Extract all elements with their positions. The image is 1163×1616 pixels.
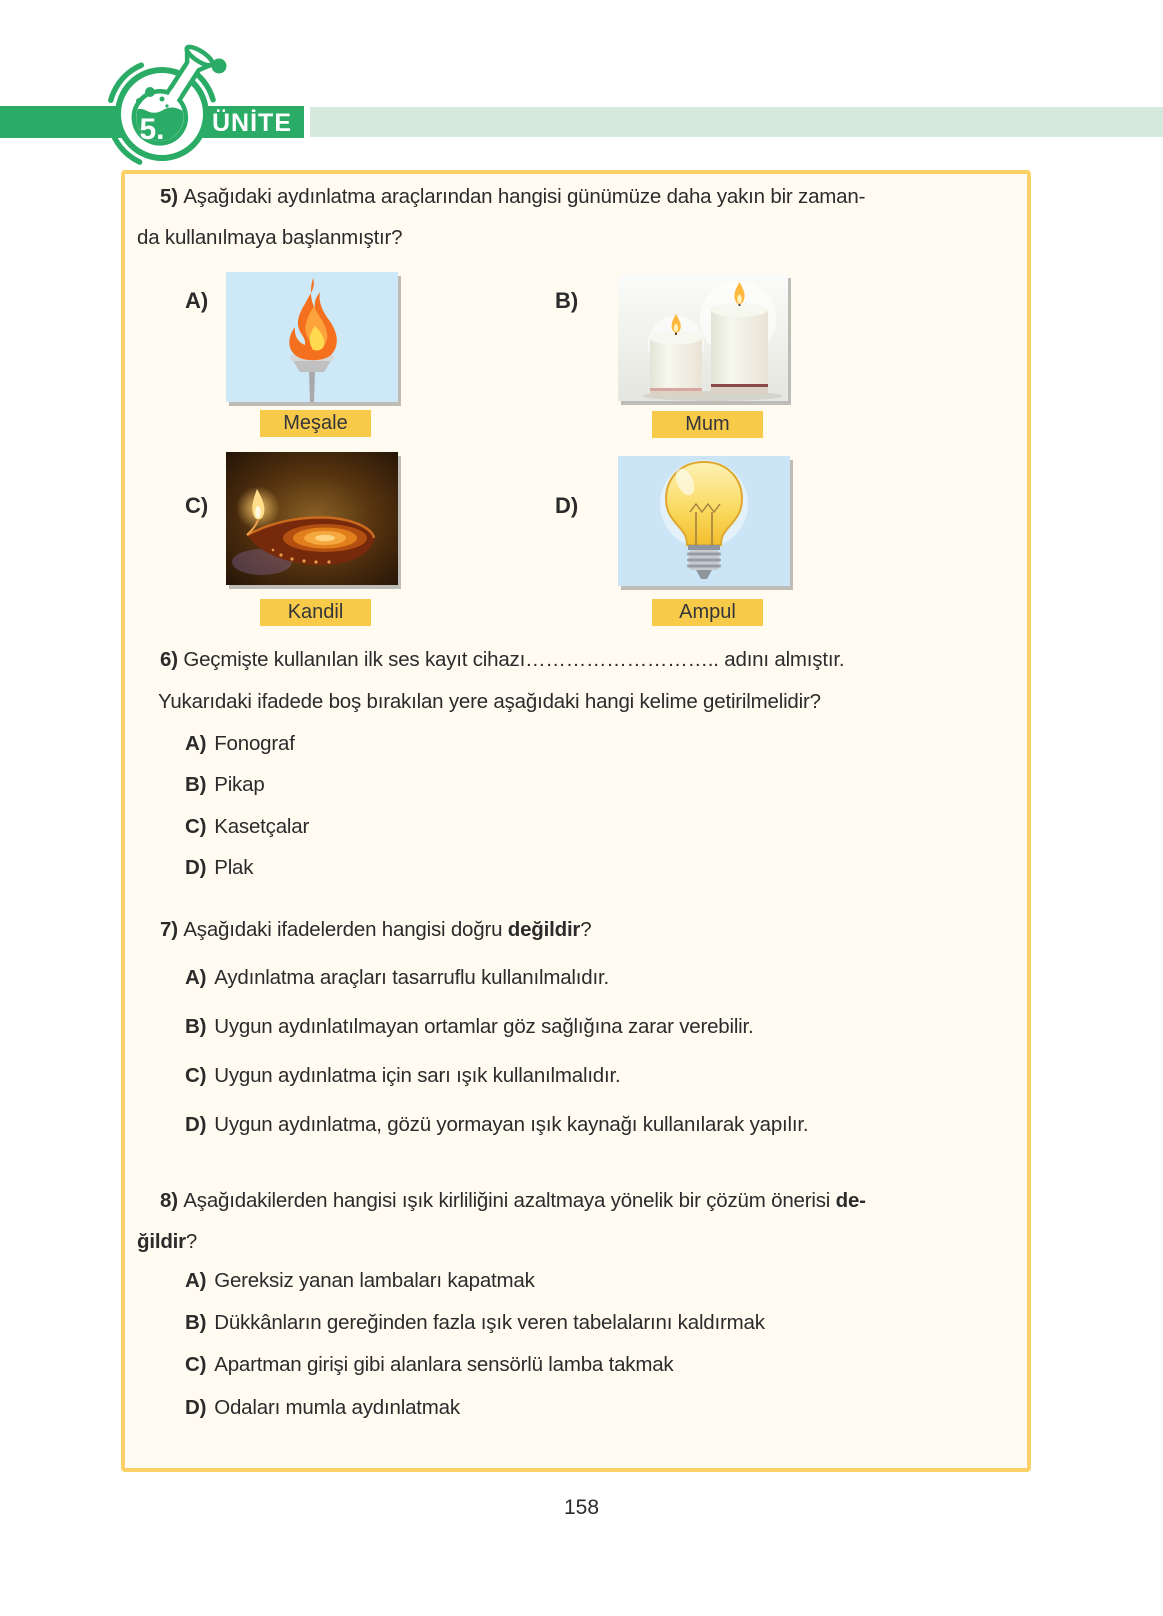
option-letter: D): [185, 856, 207, 879]
light-bulb-image: [618, 456, 790, 586]
q6-option-c: [185, 813, 309, 841]
option-letter: A): [185, 1269, 207, 1292]
q7-option-a: [185, 964, 609, 992]
q6-option-b: [185, 771, 265, 799]
candles-image: [618, 274, 788, 401]
option-text: Dükkânların gereğinden fazla ışık veren tabelalarını kaldırmak: [214, 1311, 765, 1334]
option-text: Uygun aydınlatılmayan ortamlar göz sağlığına zarar verebilir.: [214, 1015, 754, 1038]
oil-lamp-image: [226, 452, 398, 585]
light-bulb-icon: [618, 456, 790, 586]
torch-image: [226, 272, 398, 402]
q7-option-c: [185, 1062, 621, 1090]
option-letter: A): [185, 732, 207, 755]
option-text: Fonograf: [214, 732, 295, 755]
option-text: Aydınlatma araçları tasarruflu kullanılmalıdır.: [214, 966, 609, 989]
q5-choice-a-letter: A): [185, 288, 209, 313]
q5-choice-c-caption: Kandil: [260, 599, 371, 626]
q7-option-b: [185, 1013, 754, 1041]
q6-line-1: 6) Geçmişte kullanılan ilk ses kayıt cihazı……………………….. adını almıştır.: [160, 648, 845, 671]
oil-lamp-icon: [226, 452, 398, 585]
option-letter: B): [185, 1015, 207, 1038]
q7-line-1: 7) Aşağıdaki ifadelerden hangisi doğru değildir?: [160, 918, 592, 941]
q8-option-c: [185, 1351, 673, 1379]
option-text: Uygun aydınlatma için sarı ışık kullanılmalıdır.: [214, 1064, 621, 1087]
q5-choice-d-letter: D): [555, 493, 579, 518]
unit-number: 5.: [139, 113, 165, 146]
q6-line-2: Yukarıdaki ifadede boş bırakılan yere aşağıdaki hangi kelime getirilmelidir?: [158, 690, 821, 713]
unit-banner-light-bar: [310, 107, 1163, 137]
unit-label: ÜNİTE: [212, 109, 292, 137]
torch-icon: [226, 272, 398, 402]
page-number: 158: [563, 1496, 600, 1519]
option-letter: D): [185, 1396, 207, 1419]
q5-choice-b-caption: Mum: [652, 411, 763, 438]
q5-line-2: da kullanılmaya başlanmıştır?: [137, 226, 403, 249]
q8-option-d: [185, 1394, 460, 1422]
option-letter: C): [185, 1064, 207, 1087]
option-text: Odaları mumla aydınlatmak: [214, 1396, 460, 1419]
option-letter: C): [185, 1353, 207, 1376]
option-text: Uygun aydınlatma, gözü yormayan ışık kaynağı kullanılarak yapılır.: [214, 1113, 809, 1136]
q8-line-2: ğildir?: [137, 1230, 198, 1253]
option-text: Gereksiz yanan lambaları kapatmak: [214, 1269, 535, 1292]
q5-choice-b-letter: B): [555, 288, 579, 313]
option-letter: C): [185, 815, 207, 838]
option-text: Kasetçalar: [214, 815, 310, 838]
candles-icon: [618, 274, 788, 401]
q5-choice-a-caption: Meşale: [260, 410, 371, 437]
option-text: Pikap: [214, 773, 265, 796]
q7-option-d: [185, 1111, 808, 1139]
option-text: Plak: [214, 856, 254, 879]
q8-option-b: [185, 1309, 765, 1337]
option-text: Apartman girişi gibi alanlara sensörlü lamba takmak: [214, 1353, 674, 1376]
q5-line-1: 5) Aşağıdaki aydınlatma araçlarından hangisi günümüze daha yakın bir zaman-: [160, 185, 866, 208]
badge-dot: [212, 59, 227, 74]
q8-line-1: 8) Aşağıdakilerden hangisi ışık kirliliğini azaltmaya yönelik bir çözüm önerisi de-: [160, 1189, 866, 1212]
q6-option-d: [185, 854, 253, 882]
q6-option-a: [185, 730, 295, 758]
option-letter: A): [185, 966, 207, 989]
q5-choice-c-letter: C): [185, 493, 209, 518]
option-letter: B): [185, 1311, 207, 1334]
q5-choice-d-caption: Ampul: [652, 599, 763, 626]
option-letter: B): [185, 773, 207, 796]
q8-option-a: [185, 1267, 535, 1295]
option-letter: D): [185, 1113, 207, 1136]
